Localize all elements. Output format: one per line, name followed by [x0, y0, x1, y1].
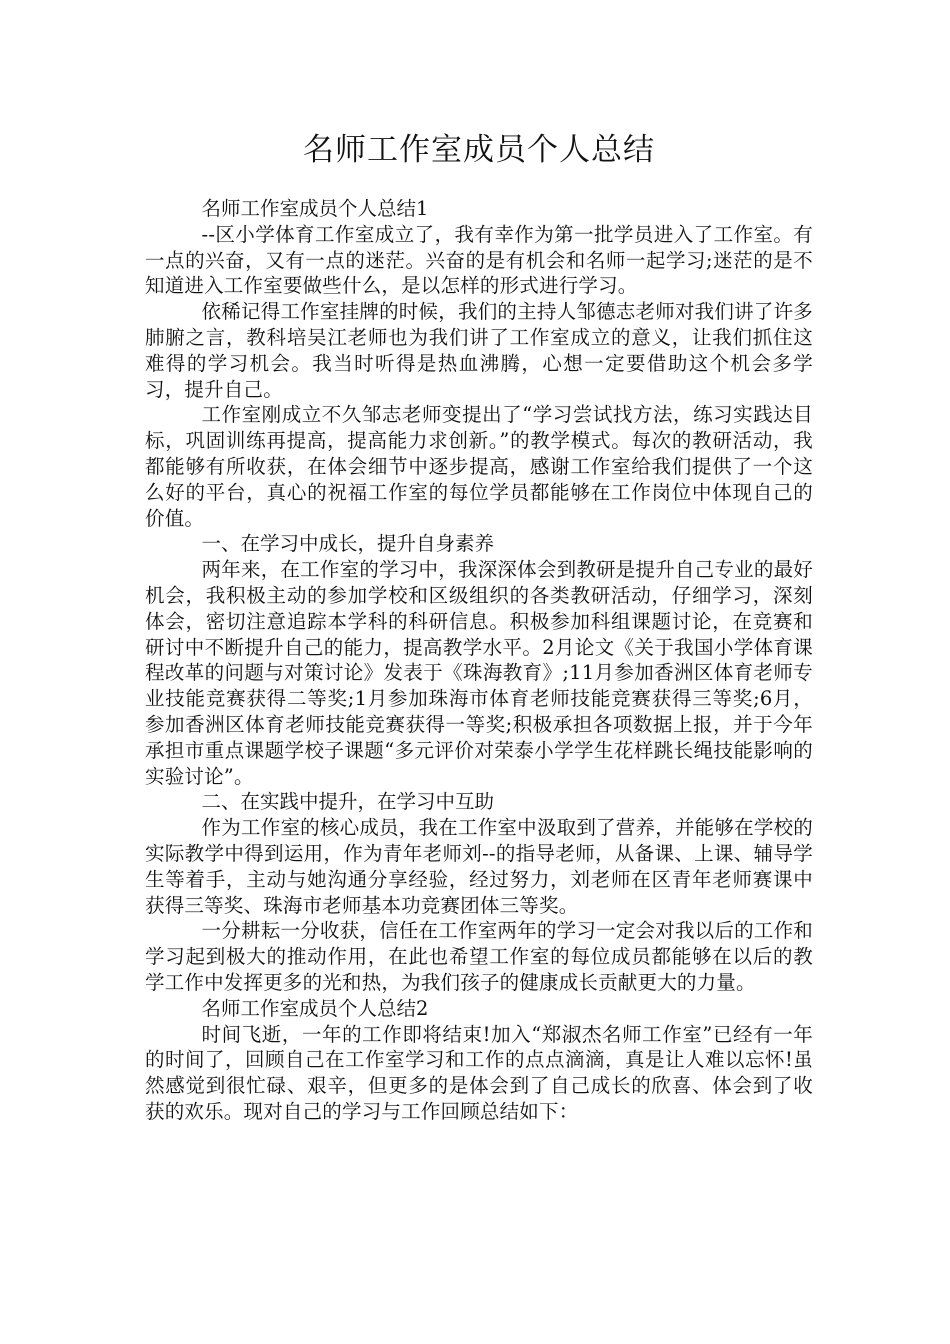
paragraph: 时间飞逝，一年的工作即将结束!加入“郑淑杰名师工作室”已经有一年的时间了，回顾自己在工作室学习和工作的点点滴滴，真是让人难以忘怀!虽然感觉到很忙碌、艰辛，但更多的是体会到了自己成长的欣喜、体会到了收获的欢乐。现对自己的学习与工作回顾总结如下： — [145, 1022, 813, 1123]
document-title: 名师工作室成员个人总结 — [303, 132, 655, 168]
paragraph: 两年来，在工作室的学习中，我深深体会到教研是提升自己专业的最好机会，我积极主动的参加学校和区级组织的各类教研活动，仔细学习，深刻体会，密切注意追踪本学科的科研信息。积极参加科组课题讨论，在竞赛和研讨中不断提升自己的能力，提高教学水平。2月论文《关于我国小学体育课程改革的问题与对策讨论》发表于《珠海教育》;11月参加香洲区体育老师专业技能竞赛获得二等奖;1月参加珠海市体育老师技能竞赛获得三等奖;6月，参加香洲区体育老师技能竞赛获得一等奖;积极承担各项数据上报，并于今年承担市重点课题学校子课题“多元评价对荣泰小学学生花样跳长绳技能影响的实验讨论”。 — [145, 558, 813, 788]
paragraph: 工作室刚成立不久邹志老师变提出了“学习尝试找方法，练习实践达目标，巩固训练再提高，提高能力求创新。”的教学模式。每次的教研活动，我都能够有所收获，在体会细节中逐步提高，感谢工作室给我们提供了一个这么好的平台，真心的祝福工作室的每位学员都能够在工作岗位中体现自己的价值。 — [145, 403, 813, 530]
section-heading: 名师工作室成员个人总结2 — [201, 996, 429, 1020]
paragraph: 作为工作室的核心成员，我在工作室中汲取到了营养，并能够在学校的实际教学中得到运用，作为青年老师刘--的指导老师，从备课、上课、辅导学生等着手，主动与她沟通分享经验，经过努力，刘老师在区青年老师赛课中获得三等奖、珠海市老师基本功竞赛团体三等奖。 — [145, 816, 813, 917]
document-page — [145, 128, 813, 1125]
section-heading: 一、在学习中成长，提升自身素养 — [201, 532, 495, 556]
section-heading: 二、在实践中提升，在学习中互助 — [201, 790, 495, 814]
paragraph: 一分耕耘一分收获，信任在工作室两年的学习一定会对我以后的工作和学习起到极大的推动作用，在此也希望工作室的每位成员都能够在以后的教学工作中发挥更多的光和热，为我们孩子的健康成长贡献更大的力量。 — [145, 919, 813, 994]
section-heading: 名师工作室成员个人总结1 — [201, 197, 429, 220]
paragraph: 依稀记得工作室挂牌的时候，我们的主持人邹德志老师对我们讲了许多肺腑之言，教科培吴江老师也为我们讲了工作室成立的意义，让我们抓住这难得的学习机会。我当时听得是热血沸腾，心想一定要借助这个机会多学习，提升自己。 — [145, 300, 813, 401]
paragraph: --区小学体育工作室成立了，我有幸作为第一批学员进入了工作室。有一点的兴奋，又有一点的迷茫。兴奋的是有机会和名师一起学习;迷茫的是不知道进入工作室要做些什么，是以怎样的形式进行学习。 — [145, 222, 813, 298]
